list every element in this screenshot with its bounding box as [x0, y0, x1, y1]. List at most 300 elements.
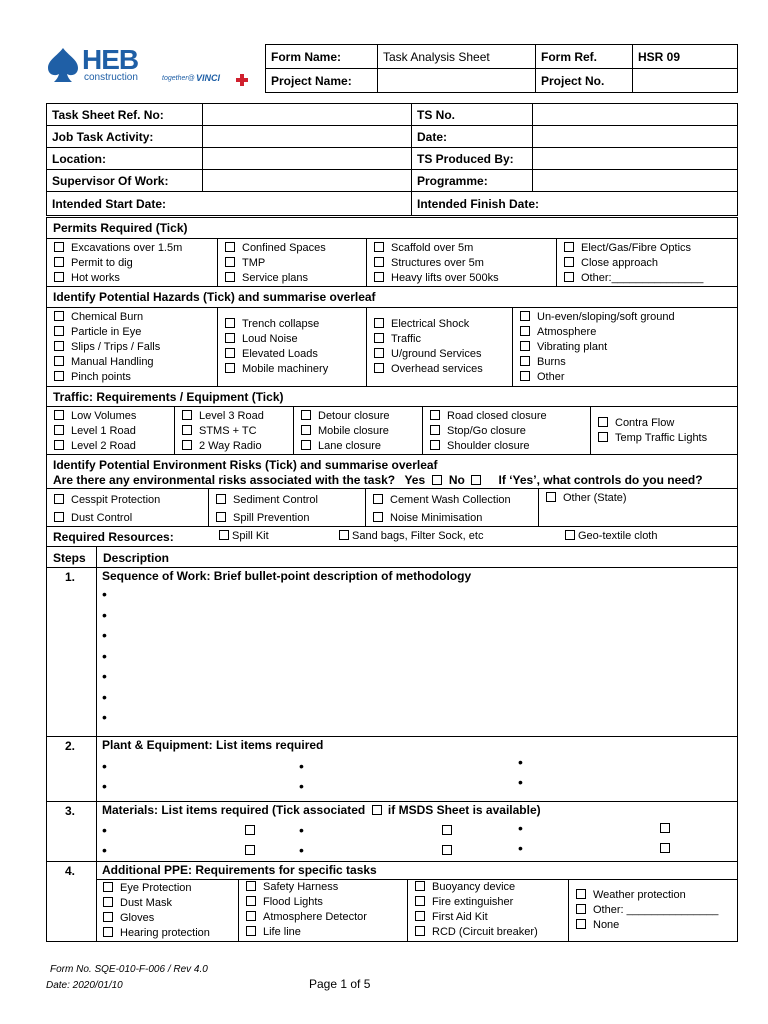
task-sheet-ref-field[interactable]	[203, 104, 412, 126]
checkbox-label: Life line	[263, 926, 301, 938]
checkbox-item[interactable]	[415, 895, 568, 910]
job-task-field[interactable]	[203, 126, 412, 148]
checkbox-label: Stop/Go closure	[447, 425, 526, 437]
start-date-label[interactable]: Intended Start Date:	[47, 192, 412, 216]
checkbox-item[interactable]	[54, 325, 217, 340]
checkbox-label: Chemical Burn	[71, 311, 144, 323]
resource-label: Sand bags, Filter Sock, etc	[352, 530, 484, 542]
checkbox-item[interactable]	[564, 271, 739, 286]
bullet: •	[102, 822, 107, 838]
checkbox-label: Confined Spaces	[242, 242, 326, 254]
checkbox-icon[interactable]	[301, 440, 311, 450]
checkbox-icon[interactable]	[225, 363, 235, 373]
checkbox-item[interactable]	[103, 896, 238, 911]
checkbox-icon[interactable]	[54, 371, 64, 381]
checkbox-label: First Aid Kit	[432, 911, 488, 923]
checkbox-icon[interactable]	[520, 371, 530, 381]
checkbox-item[interactable]	[216, 509, 365, 527]
checkbox-label: Sediment Control	[233, 494, 318, 506]
checkbox-icon[interactable]	[103, 912, 113, 922]
checkbox-label: Permit to dig	[71, 257, 133, 269]
msds-checkbox[interactable]	[245, 825, 255, 835]
checkbox-item[interactable]	[598, 431, 739, 446]
checkbox-label: Mobile machinery	[242, 363, 329, 375]
checkbox-label: Lane closure	[318, 440, 381, 452]
environment-col	[47, 489, 209, 526]
bullet: •	[102, 709, 107, 725]
supervisor-label: Supervisor Of Work:	[47, 170, 203, 192]
checkbox-label: Cement Wash Collection	[390, 494, 511, 506]
checkbox-label: Hearing protection	[120, 927, 210, 939]
checkbox-item[interactable]	[225, 271, 366, 286]
checkbox-item[interactable]	[54, 439, 174, 454]
checkbox-label: Level 3 Road	[199, 410, 264, 422]
msds-checkbox[interactable]	[245, 845, 255, 855]
checkbox-label: Scaffold over 5m	[391, 242, 474, 254]
checkbox-label: Temp Traffic Lights	[615, 432, 708, 444]
traffic-grid	[46, 406, 738, 455]
bullet: •	[102, 647, 107, 664]
checkbox-icon[interactable]	[54, 311, 64, 321]
checkbox-icon[interactable]	[182, 425, 192, 435]
checkbox-label: None	[593, 919, 620, 931]
checkbox-item[interactable]	[374, 256, 556, 271]
checkbox-icon[interactable]	[520, 356, 530, 366]
checkbox-item[interactable]	[103, 911, 238, 926]
checkbox-item[interactable]	[301, 439, 422, 454]
environment-header	[46, 454, 738, 489]
checkbox-label: Noise Minimisation	[390, 512, 483, 524]
checkbox-label: Slips / Trips / Falls	[71, 341, 161, 353]
checkbox-label: Shoulder closure	[447, 440, 530, 452]
bullet: •	[518, 754, 523, 770]
checkbox-item[interactable]	[225, 241, 366, 256]
checkbox-label: Level 1 Road	[71, 425, 136, 437]
msds-checkbox[interactable]	[442, 845, 452, 855]
checkbox-label: Overhead services	[391, 363, 483, 375]
checkbox-icon[interactable]	[430, 410, 440, 420]
location-label: Location:	[47, 148, 203, 170]
form-ref-value: HSR 09	[633, 45, 738, 69]
step-1-bullets	[102, 584, 107, 728]
date-field[interactable]	[533, 126, 738, 148]
checkbox-item[interactable]	[520, 310, 739, 325]
footer-page: Page 1 of 5	[309, 977, 371, 991]
hazards-col	[47, 308, 218, 386]
project-name-field[interactable]	[378, 69, 536, 93]
checkbox-icon[interactable]	[225, 318, 235, 328]
traffic-col	[591, 407, 739, 454]
no-checkbox[interactable]	[471, 475, 481, 485]
ts-no-label: TS No.	[412, 104, 533, 126]
checkbox-item[interactable]	[182, 424, 293, 439]
task-info-table	[46, 103, 738, 216]
resource-label: Geo-textile cloth	[578, 530, 658, 542]
checkbox-item[interactable]	[520, 340, 739, 355]
ts-produced-label: TS Produced By:	[412, 148, 533, 170]
traffic-col	[47, 407, 175, 454]
permits-col	[557, 239, 739, 286]
checkbox-icon[interactable]	[430, 440, 440, 450]
checkbox-item[interactable]	[430, 409, 590, 424]
checkbox-icon[interactable]	[598, 417, 608, 427]
checkbox-icon[interactable]	[54, 425, 64, 435]
checkbox-item[interactable]	[103, 926, 238, 941]
checkbox-item[interactable]	[182, 439, 293, 454]
step-1-number: 1.	[65, 570, 76, 584]
checkbox-item[interactable]	[576, 918, 739, 933]
msds-checkbox-icon	[372, 805, 382, 815]
checkbox-icon[interactable]	[374, 257, 384, 267]
checkbox-label: Atmosphere	[537, 326, 597, 338]
checkbox-icon[interactable]	[103, 927, 113, 937]
spade-logo-icon	[46, 46, 80, 84]
logo-sub: construction	[84, 72, 138, 83]
checkbox-icon[interactable]	[373, 512, 383, 522]
checkbox-item[interactable]	[373, 491, 538, 509]
checkbox-icon[interactable]	[54, 272, 64, 282]
resource-spill-kit[interactable]	[219, 529, 269, 544]
permits-col	[367, 239, 557, 286]
step-1-title	[102, 569, 471, 583]
checkbox-label: Detour closure	[318, 410, 390, 422]
checkbox-label: RCD (Circuit breaker)	[432, 926, 538, 938]
checkbox-item[interactable]	[182, 409, 293, 424]
ppe-col	[96, 880, 239, 941]
environment-question-line	[53, 473, 737, 487]
checkbox-item[interactable]	[374, 317, 512, 332]
checkbox-item[interactable]	[374, 271, 556, 286]
checkbox-item[interactable]	[54, 256, 217, 271]
checkbox-icon[interactable]	[564, 257, 574, 267]
checkbox-label: Cesspit Protection	[71, 494, 161, 506]
checkbox-icon[interactable]	[246, 926, 256, 936]
checkbox-item[interactable]	[54, 310, 217, 325]
checkbox-label: Buoyancy device	[432, 881, 516, 893]
checkbox-icon[interactable]	[246, 911, 256, 921]
checkbox-icon[interactable]	[216, 512, 226, 522]
checkbox-item[interactable]	[374, 347, 512, 362]
bullet: •	[102, 627, 107, 643]
checkbox-label: Flood Lights	[263, 896, 323, 908]
checkbox-item[interactable]	[54, 424, 174, 439]
checkbox-item[interactable]	[54, 241, 217, 256]
checkbox-icon[interactable]	[520, 311, 530, 321]
checkbox-label: Other	[537, 371, 565, 383]
checkbox-label: Other (State)	[563, 492, 627, 504]
bullet: •	[102, 778, 107, 794]
checkbox-item[interactable]	[415, 910, 568, 925]
checkbox-label: Manual Handling	[71, 356, 154, 368]
checkbox-icon[interactable]	[54, 356, 64, 366]
row-line	[47, 861, 737, 862]
checkbox-label: STMS + TC	[199, 425, 257, 437]
checkbox-icon[interactable]	[54, 257, 64, 267]
checkbox-icon[interactable]	[182, 410, 192, 420]
checkbox-icon[interactable]	[546, 492, 556, 502]
checkbox-icon[interactable]	[225, 348, 235, 358]
checkbox-label: Loud Noise	[242, 333, 298, 345]
checkbox-item[interactable]	[246, 880, 407, 895]
date-label: Date:	[412, 126, 533, 148]
step-4-number: 4.	[65, 864, 76, 878]
footer-form-no: Form No. SQE-010-F-006 / Rev 4.0	[50, 964, 208, 975]
form-name-value: Task Analysis Sheet	[378, 45, 536, 69]
row-line	[47, 567, 737, 568]
checkbox-label: Safety Harness	[263, 881, 339, 893]
supervisor-field[interactable]	[203, 170, 412, 192]
checkbox-item[interactable]	[520, 370, 739, 385]
checkbox-label: Electrical Shock	[391, 318, 470, 330]
finish-date-label[interactable]: Intended Finish Date:	[412, 192, 738, 216]
checkbox-item[interactable]	[430, 424, 590, 439]
ppe-col	[239, 880, 408, 941]
hazards-title: Identify Potential Hazards (Tick) and summarise overleaf	[46, 286, 738, 308]
logo-brand: HEB	[82, 44, 139, 75]
checkbox-item[interactable]	[373, 509, 538, 527]
checkbox-label: 2 Way Radio	[199, 440, 262, 452]
environment-grid	[46, 488, 738, 527]
checkbox-icon[interactable]	[103, 882, 113, 892]
checkbox-label: Low Volumes	[71, 410, 137, 422]
checkbox-icon[interactable]	[374, 318, 384, 328]
msds-checkbox[interactable]	[442, 825, 452, 835]
checkbox-item[interactable]	[246, 895, 407, 910]
project-name-label: Project Name:	[266, 69, 378, 93]
step-4-title: Additional PPE: Requirements for specific tasks	[102, 863, 377, 877]
checkbox-item[interactable]	[54, 370, 217, 385]
checkbox-item[interactable]	[54, 340, 217, 355]
checkbox-item[interactable]	[54, 491, 208, 509]
checkbox-icon[interactable]	[565, 530, 575, 540]
checkbox-item[interactable]	[546, 491, 739, 506]
checkbox-item[interactable]	[246, 925, 407, 940]
vinci-mark-icon	[236, 74, 248, 86]
checkbox-label: Spill Prevention	[233, 512, 310, 524]
environment-question: Are there any environmental risks associated with the task?	[53, 473, 396, 487]
checkbox-label: Fire extinguisher	[432, 896, 514, 908]
checkbox-label: Contra Flow	[615, 417, 675, 429]
step-2-title: Plant & Equipment: List items required	[102, 738, 324, 752]
checkbox-icon[interactable]	[415, 911, 425, 921]
checkbox-item[interactable]	[520, 355, 739, 370]
row-line	[47, 801, 737, 802]
vinci-name: VINCI	[196, 73, 221, 83]
checkbox-icon[interactable]	[103, 897, 113, 907]
hazards-col	[367, 308, 513, 386]
form-header-table	[265, 44, 738, 93]
company-logo	[46, 44, 256, 90]
bullet: •	[102, 842, 107, 858]
checkbox-icon[interactable]	[219, 530, 229, 540]
checkbox-icon[interactable]	[564, 272, 574, 282]
checkbox-icon[interactable]	[246, 881, 256, 891]
checkbox-icon[interactable]	[246, 896, 256, 906]
checkbox-item[interactable]	[415, 880, 568, 895]
bullet: •	[299, 842, 304, 858]
project-no-field[interactable]	[633, 69, 738, 93]
msds-checkbox[interactable]	[660, 843, 670, 853]
checkbox-item[interactable]	[415, 925, 568, 940]
programme-field[interactable]	[533, 170, 738, 192]
steps-col-header: Steps	[53, 551, 86, 565]
traffic-title: Traffic: Requirements / Equipment (Tick)	[46, 386, 738, 407]
checkbox-icon[interactable]	[374, 348, 384, 358]
checkbox-item[interactable]	[576, 903, 739, 918]
no-label: No	[448, 473, 465, 487]
checkbox-icon[interactable]	[598, 432, 608, 442]
checkbox-item[interactable]	[54, 409, 174, 424]
checkbox-icon[interactable]	[564, 242, 574, 252]
msds-checkbox[interactable]	[660, 823, 670, 833]
location-field[interactable]	[203, 148, 412, 170]
resources-label: Required Resources:	[53, 530, 174, 544]
checkbox-label: Road closed closure	[447, 410, 547, 422]
checkbox-label: Atmosphere Detector	[263, 911, 367, 923]
checkbox-icon[interactable]	[520, 341, 530, 351]
checkbox-label: Other: _______________	[593, 904, 719, 916]
permits-col	[47, 239, 218, 286]
controls-question: If ‘Yes’, what controls do you need?	[498, 473, 703, 487]
checkbox-label: Service plans	[242, 272, 309, 284]
checkbox-icon[interactable]	[415, 896, 425, 906]
checkbox-icon[interactable]	[374, 272, 384, 282]
checkbox-item[interactable]	[225, 317, 366, 332]
traffic-col	[423, 407, 591, 454]
checkbox-label: Burns	[537, 356, 566, 368]
checkbox-icon[interactable]	[54, 494, 64, 504]
checkbox-label: Hot works	[71, 272, 120, 284]
checkbox-item[interactable]	[564, 241, 739, 256]
form-ref-label: Form Ref.	[536, 45, 633, 69]
checkbox-item[interactable]	[564, 256, 739, 271]
ppe-col	[408, 880, 569, 941]
checkbox-icon[interactable]	[225, 333, 235, 343]
checkbox-item[interactable]	[374, 362, 512, 377]
vinci-prefix: together@	[162, 75, 195, 82]
checkbox-label: Excavations over 1.5m	[71, 242, 183, 254]
checkbox-item[interactable]	[54, 271, 217, 286]
checkbox-icon[interactable]	[225, 272, 235, 282]
checkbox-item[interactable]	[225, 256, 366, 271]
checkbox-icon[interactable]	[182, 440, 192, 450]
step-3-title-a: Materials: List items required (Tick associated	[102, 803, 366, 817]
checkbox-label: Pinch points	[71, 371, 131, 383]
environment-title: Identify Potential Environment Risks (Tick) and summarise overleaf	[53, 458, 438, 472]
description-col-header: Description	[103, 551, 170, 565]
ts-no-field[interactable]	[533, 104, 738, 126]
bullet: •	[102, 586, 107, 602]
checkbox-icon[interactable]	[374, 333, 384, 343]
bullet: •	[299, 758, 304, 774]
checkbox-label: Un-even/sloping/soft ground	[537, 311, 675, 323]
checkbox-item[interactable]	[301, 424, 422, 439]
checkbox-item[interactable]	[520, 325, 739, 340]
checkbox-item[interactable]	[54, 355, 217, 370]
checkbox-label: Weather protection	[593, 889, 686, 901]
checkbox-label: Eye Protection	[120, 882, 192, 894]
checkbox-icon[interactable]	[520, 326, 530, 336]
checkbox-icon[interactable]	[301, 410, 311, 420]
checkbox-item[interactable]	[301, 409, 422, 424]
checkbox-label: Level 2 Road	[71, 440, 136, 452]
bullet: •	[102, 606, 107, 623]
checkbox-item[interactable]	[430, 439, 590, 454]
checkbox-icon[interactable]	[576, 919, 586, 929]
task-sheet-ref-label: Task Sheet Ref. No:	[47, 104, 203, 126]
checkbox-icon[interactable]	[225, 257, 235, 267]
checkbox-icon[interactable]	[374, 363, 384, 373]
checkbox-item[interactable]	[598, 416, 739, 431]
project-no-label: Project No.	[536, 69, 633, 93]
checkbox-icon[interactable]	[339, 530, 349, 540]
checkbox-icon[interactable]	[415, 881, 425, 891]
steps-table	[46, 546, 738, 942]
bullet: •	[102, 668, 107, 684]
checkbox-item[interactable]	[225, 362, 366, 377]
ts-produced-field[interactable]	[533, 148, 738, 170]
checkbox-item[interactable]	[103, 881, 238, 896]
checkbox-icon[interactable]	[415, 926, 425, 936]
checkbox-item[interactable]	[216, 491, 365, 509]
checkbox-item[interactable]	[246, 910, 407, 925]
checkbox-icon[interactable]	[54, 326, 64, 336]
checkbox-item[interactable]	[374, 332, 512, 347]
checkbox-label: Other:_______________	[581, 272, 704, 284]
bullet: •	[518, 840, 523, 856]
checkbox-icon[interactable]	[225, 242, 235, 252]
resource-sand-bags[interactable]	[339, 529, 483, 544]
checkbox-label: Particle in Eye	[71, 326, 142, 338]
checkbox-icon[interactable]	[54, 341, 64, 351]
checkbox-item[interactable]	[54, 509, 208, 527]
checkbox-label: Mobile closure	[318, 425, 389, 437]
checkbox-item[interactable]	[374, 241, 556, 256]
checkbox-label: U/ground Services	[391, 348, 482, 360]
resource-geo-textile[interactable]	[565, 529, 657, 544]
step-1-title-text: Sequence of Work: Brief bullet-point description of methodology	[102, 569, 472, 583]
checkbox-label: Dust Mask	[120, 897, 172, 909]
checkbox-icon[interactable]	[216, 494, 226, 504]
checkbox-icon[interactable]	[301, 425, 311, 435]
checkbox-icon[interactable]	[576, 904, 586, 914]
checkbox-icon[interactable]	[374, 242, 384, 252]
checkbox-item[interactable]	[225, 347, 366, 362]
checkbox-label: Vibrating plant	[537, 341, 608, 353]
checkbox-item[interactable]	[576, 888, 739, 903]
checkbox-icon[interactable]	[54, 242, 64, 252]
bullet: •	[518, 774, 523, 790]
bullet: •	[102, 758, 107, 774]
checkbox-icon[interactable]	[576, 889, 586, 899]
ppe-grid	[96, 879, 737, 941]
step-2-number: 2.	[65, 739, 76, 753]
checkbox-icon[interactable]	[54, 410, 64, 420]
step-3-title-b: if MSDS Sheet is available)	[387, 803, 541, 817]
checkbox-icon[interactable]	[54, 440, 64, 450]
hazards-col	[218, 308, 367, 386]
checkbox-icon[interactable]	[430, 425, 440, 435]
programme-label: Programme:	[412, 170, 533, 192]
checkbox-label: Trench collapse	[242, 318, 320, 330]
yes-label: Yes	[404, 473, 426, 487]
checkbox-icon[interactable]	[373, 494, 383, 504]
checkbox-item[interactable]	[225, 332, 366, 347]
permits-grid	[46, 238, 738, 287]
checkbox-label: Heavy lifts over 500ks	[391, 272, 499, 284]
yes-checkbox[interactable]	[432, 475, 442, 485]
checkbox-icon[interactable]	[54, 512, 64, 522]
